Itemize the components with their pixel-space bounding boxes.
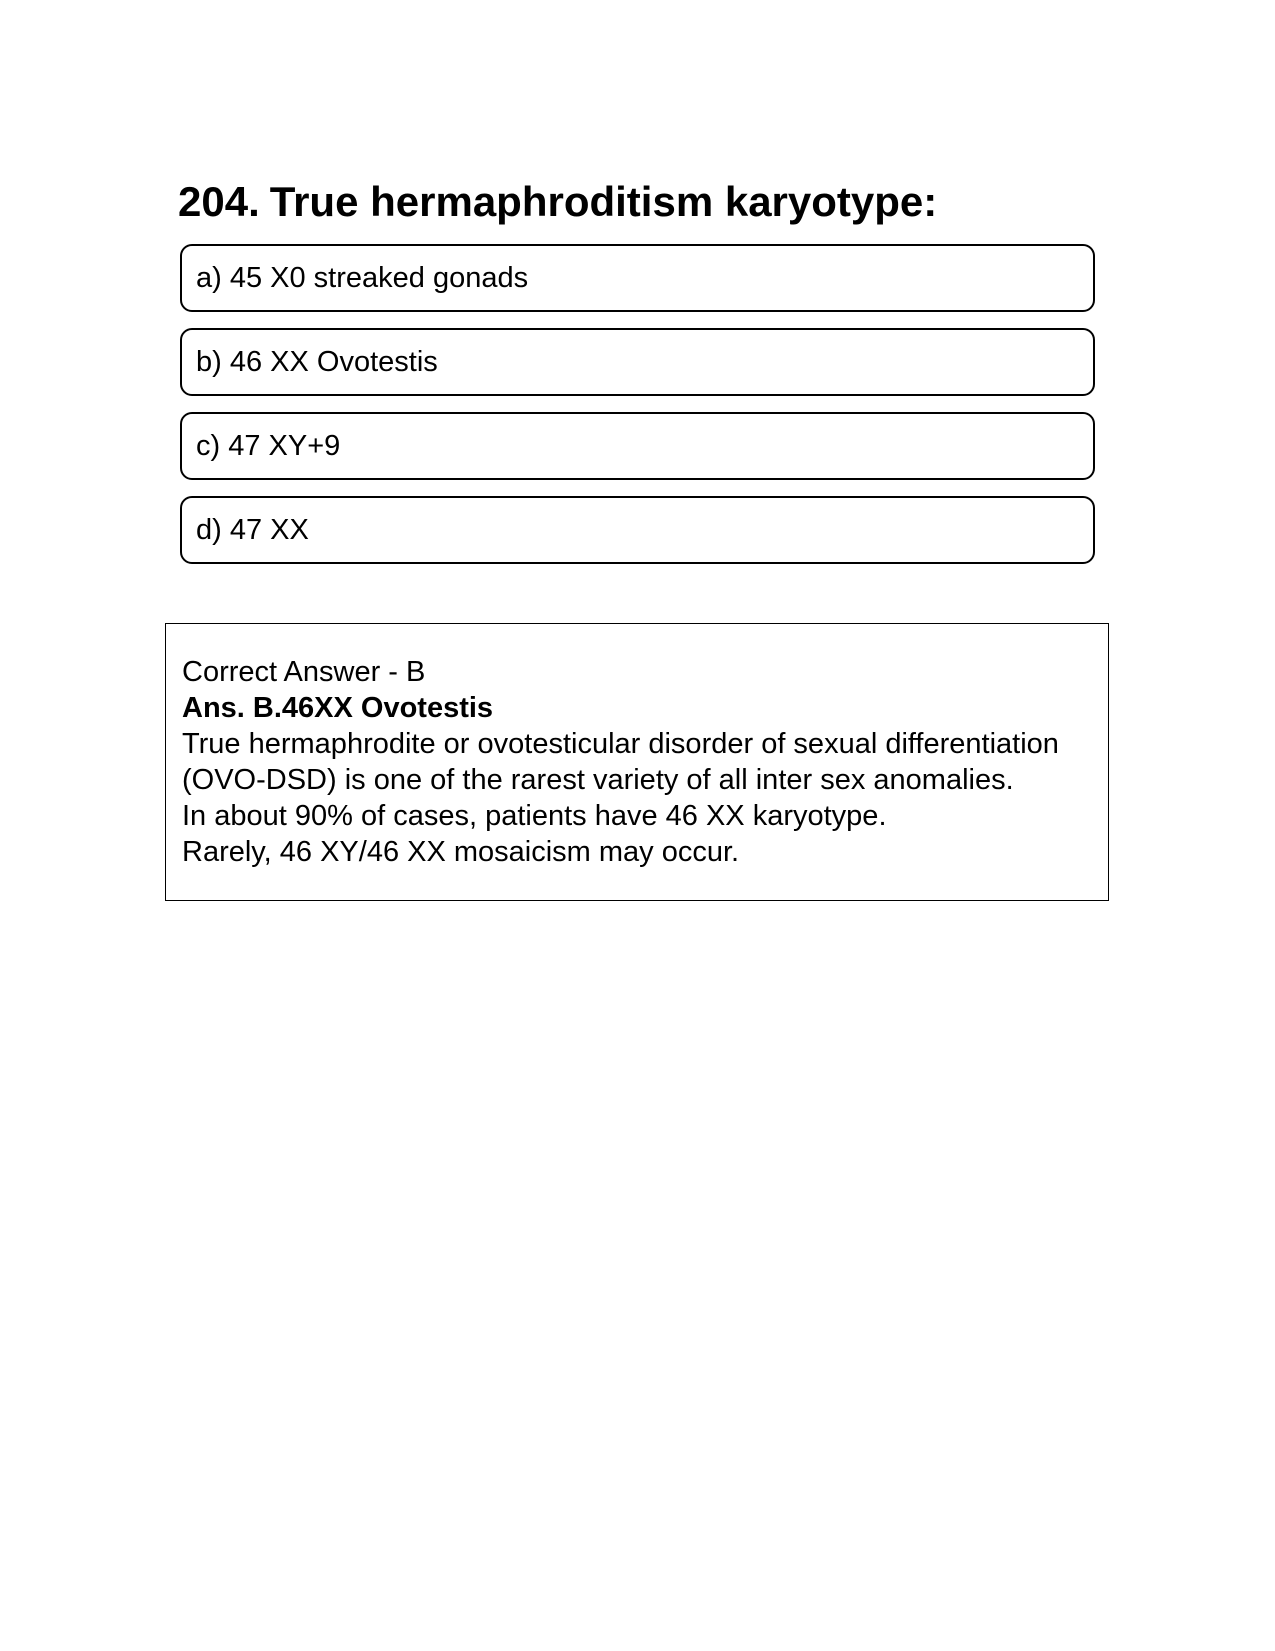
question-text: True hermaphroditism karyotype:	[269, 178, 938, 225]
option-d[interactable]: d) 47 XX	[180, 496, 1095, 564]
options-list	[180, 244, 1095, 580]
explanation-line: Rarely, 46 XY/46 XX mosaicism may occur.	[182, 836, 740, 868]
explanation-line: (OVO-DSD) is one of the rarest variety of all inter sex anomalies.	[182, 764, 1014, 796]
explanation-line: True hermaphrodite or ovotesticular disorder of sexual differentiation	[182, 728, 1059, 760]
option-a[interactable]: a) 45 X0 streaked gonads	[180, 244, 1095, 312]
explanation-line: In about 90% of cases, patients have 46 XX karyotype.	[182, 800, 887, 832]
question-number: 204.	[178, 178, 260, 225]
option-c[interactable]: c) 47 XY+9	[180, 412, 1095, 480]
option-b[interactable]: b) 46 XX Ovotestis	[180, 328, 1095, 396]
answer-box	[165, 623, 1109, 901]
answer-heading: Ans. B.46XX Ovotestis	[182, 692, 494, 724]
correct-answer-label: Correct Answer - B	[182, 656, 426, 688]
question-title	[178, 176, 937, 228]
